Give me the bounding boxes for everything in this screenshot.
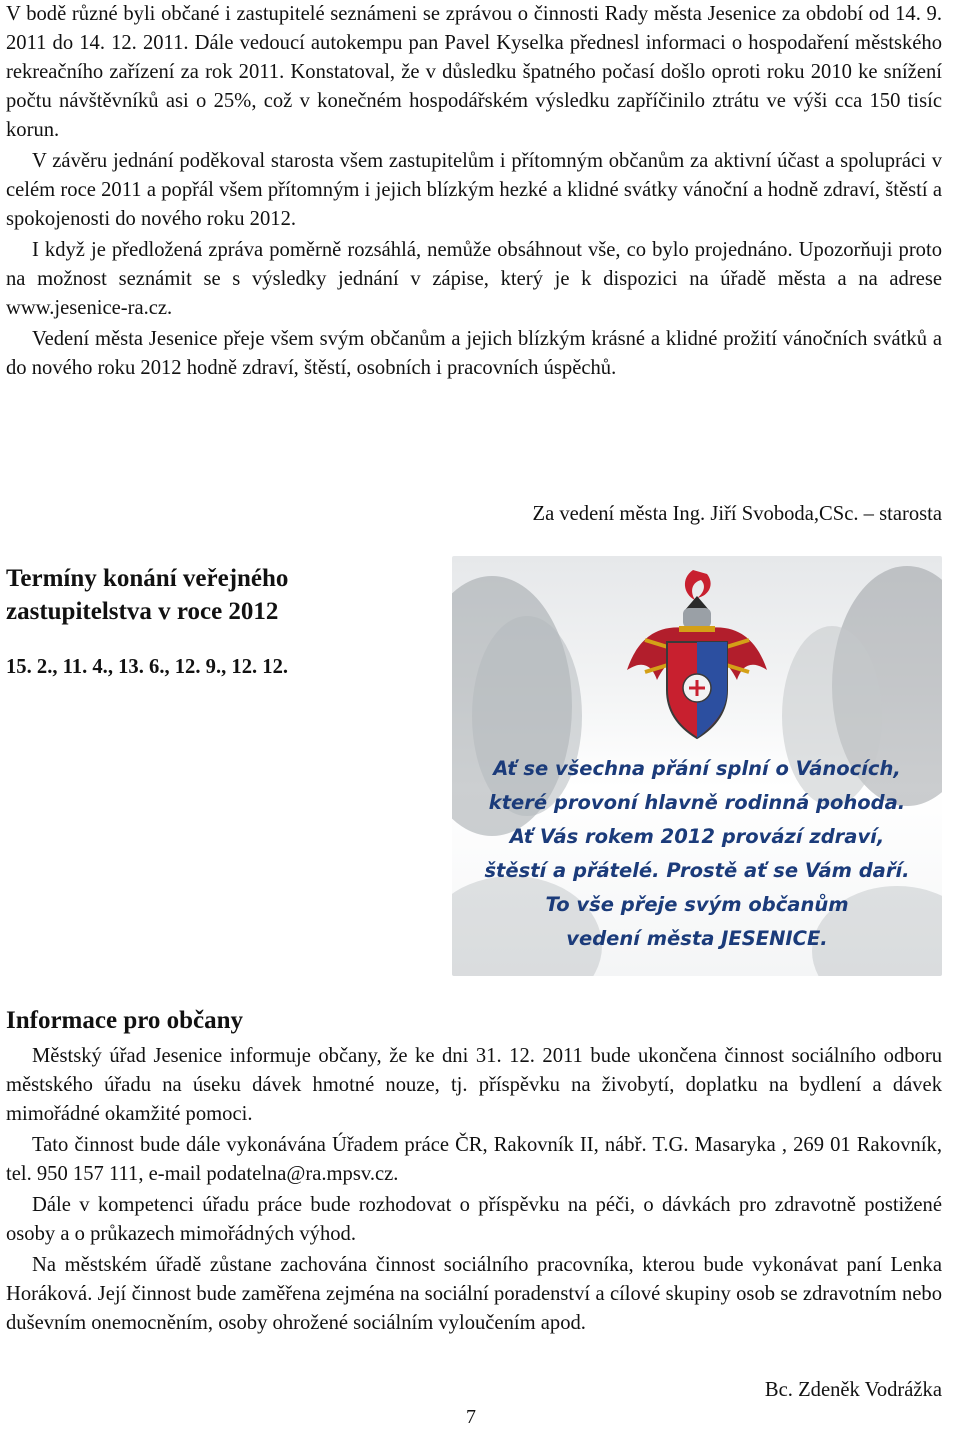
- intro-paragraph-3: I když je předložená zpráva poměrně rozsáhlá, nemůže obsáhnout vše, co bylo projednáno. Upozorňuji proto na možnost seznámit se s výsledky jednání v zápise, který je k dispozici na úřadě města a na adrese www.jesenice-ra.cz.: [6, 239, 942, 319]
- intro-section: [6, 0, 942, 383]
- intro-paragraph-2: V závěru jednání poděkoval starosta všem zastupitelům i přítomným občanům za aktivní účast a spolupráci v celém roce 2011 a popřál všem přítomným i jejich blízkým hezké a klidné svátky vánoční a hodně zdraví, štěstí a spokojenosti do nového roku 2012.: [6, 150, 942, 230]
- mayor-signature: Za vedení města Ing. Jiří Svoboda,CSc. – starosta: [532, 503, 942, 525]
- info-paragraph-2: Tato činnost bude dále vykonávána Úřadem práce ČR, Rakovník II, nábř. T.G. Masaryka , 269 01 Rakovník, tel. 950 157 111, e-mail podatelna@ra.mpsv.cz.: [6, 1134, 942, 1185]
- greeting-line: které provoní hlavně rodinná pohoda.: [488, 791, 906, 814]
- greeting-line: štěstí a přátelé. Prostě ať se Vám daří.: [484, 859, 910, 882]
- citizen-info-section: [6, 1004, 942, 1338]
- greeting-line: vedení města JESENICE.: [566, 927, 828, 950]
- coat-of-arms-icon: [597, 560, 797, 750]
- council-dates-list: 15. 2., 11. 4., 13. 6., 12. 9., 12. 12.: [6, 656, 289, 678]
- greeting-line: Ať Vás rokem 2012 provází zdraví,: [509, 825, 885, 848]
- greeting-line: Ať se všechna přání splní o Vánocích,: [493, 757, 901, 780]
- intro-paragraph-4: Vedení města Jesenice přeje všem svým občanům a jejich blízkým krásné a klidné prožití vánočních svátků a do nového roku 2012 hodně zdraví, štěstí, osobních i pracovních úspěchů.: [6, 328, 942, 379]
- author-signature: Bc. Zdeněk Vodrážka: [764, 1379, 942, 1401]
- council-dates-heading: Termíny konání veřejného zastupitelstva v roce 2012: [6, 565, 289, 625]
- citizen-info-heading: Informace pro občany: [6, 1007, 244, 1034]
- info-paragraph-1: Městský úřad Jesenice informuje občany, že ke dni 31. 12. 2011 bude ukončena činnost sociálního odboru městského úřadu na úseku dávek hmotné nouze, tj. příspěvku na živobytí, doplatku na bydlení a dávek mimořádné okamžité pomoci.: [6, 1045, 942, 1125]
- greeting-line: To vše přeje svým občanům: [545, 893, 849, 916]
- info-paragraph-4: Na městském úřadě zůstane zachována činnost sociálního pracovníka, kterou bude vykonávat paní Lenka Horáková. Její činnost bude zaměřena zejména na sociální poradenství a cílové skupiny osob se zdravotním nebo duševním onemocněním, osoby ohrožené sociálním vyloučením apod.: [6, 1254, 942, 1334]
- intro-paragraph-1: V bodě různé byli občané i zastupitelé seznámeni se zprávou o činnosti Rady města Jesenice za období od 14. 9. 2011 do 14. 12. 2011. Dále vedoucí autokempu pan Pavel Kyselka přednesl informaci o hospodaření městského rekreačního zařízení za rok 2011. Konstatoval, že v důsledku špatného počasí došlo oproti roku 2010 ke snížení počtu návštěvníků asi o 25%, což v konečném hospodářském výsledku zapříčinilo ztrátu ve výši cca 150 tisíc korun.: [6, 3, 942, 141]
- council-dates-section: [6, 562, 436, 679]
- page-number: 7: [466, 1406, 476, 1428]
- info-paragraph-3: Dále v kompetenci úřadu práce bude rozhodovat o příspěvku na péči, o dávkách pro zdravotně postižené osoby a o průkazech mimořádných výhod.: [6, 1194, 942, 1245]
- greeting-text: [452, 752, 942, 956]
- christmas-greeting-card: [452, 556, 942, 976]
